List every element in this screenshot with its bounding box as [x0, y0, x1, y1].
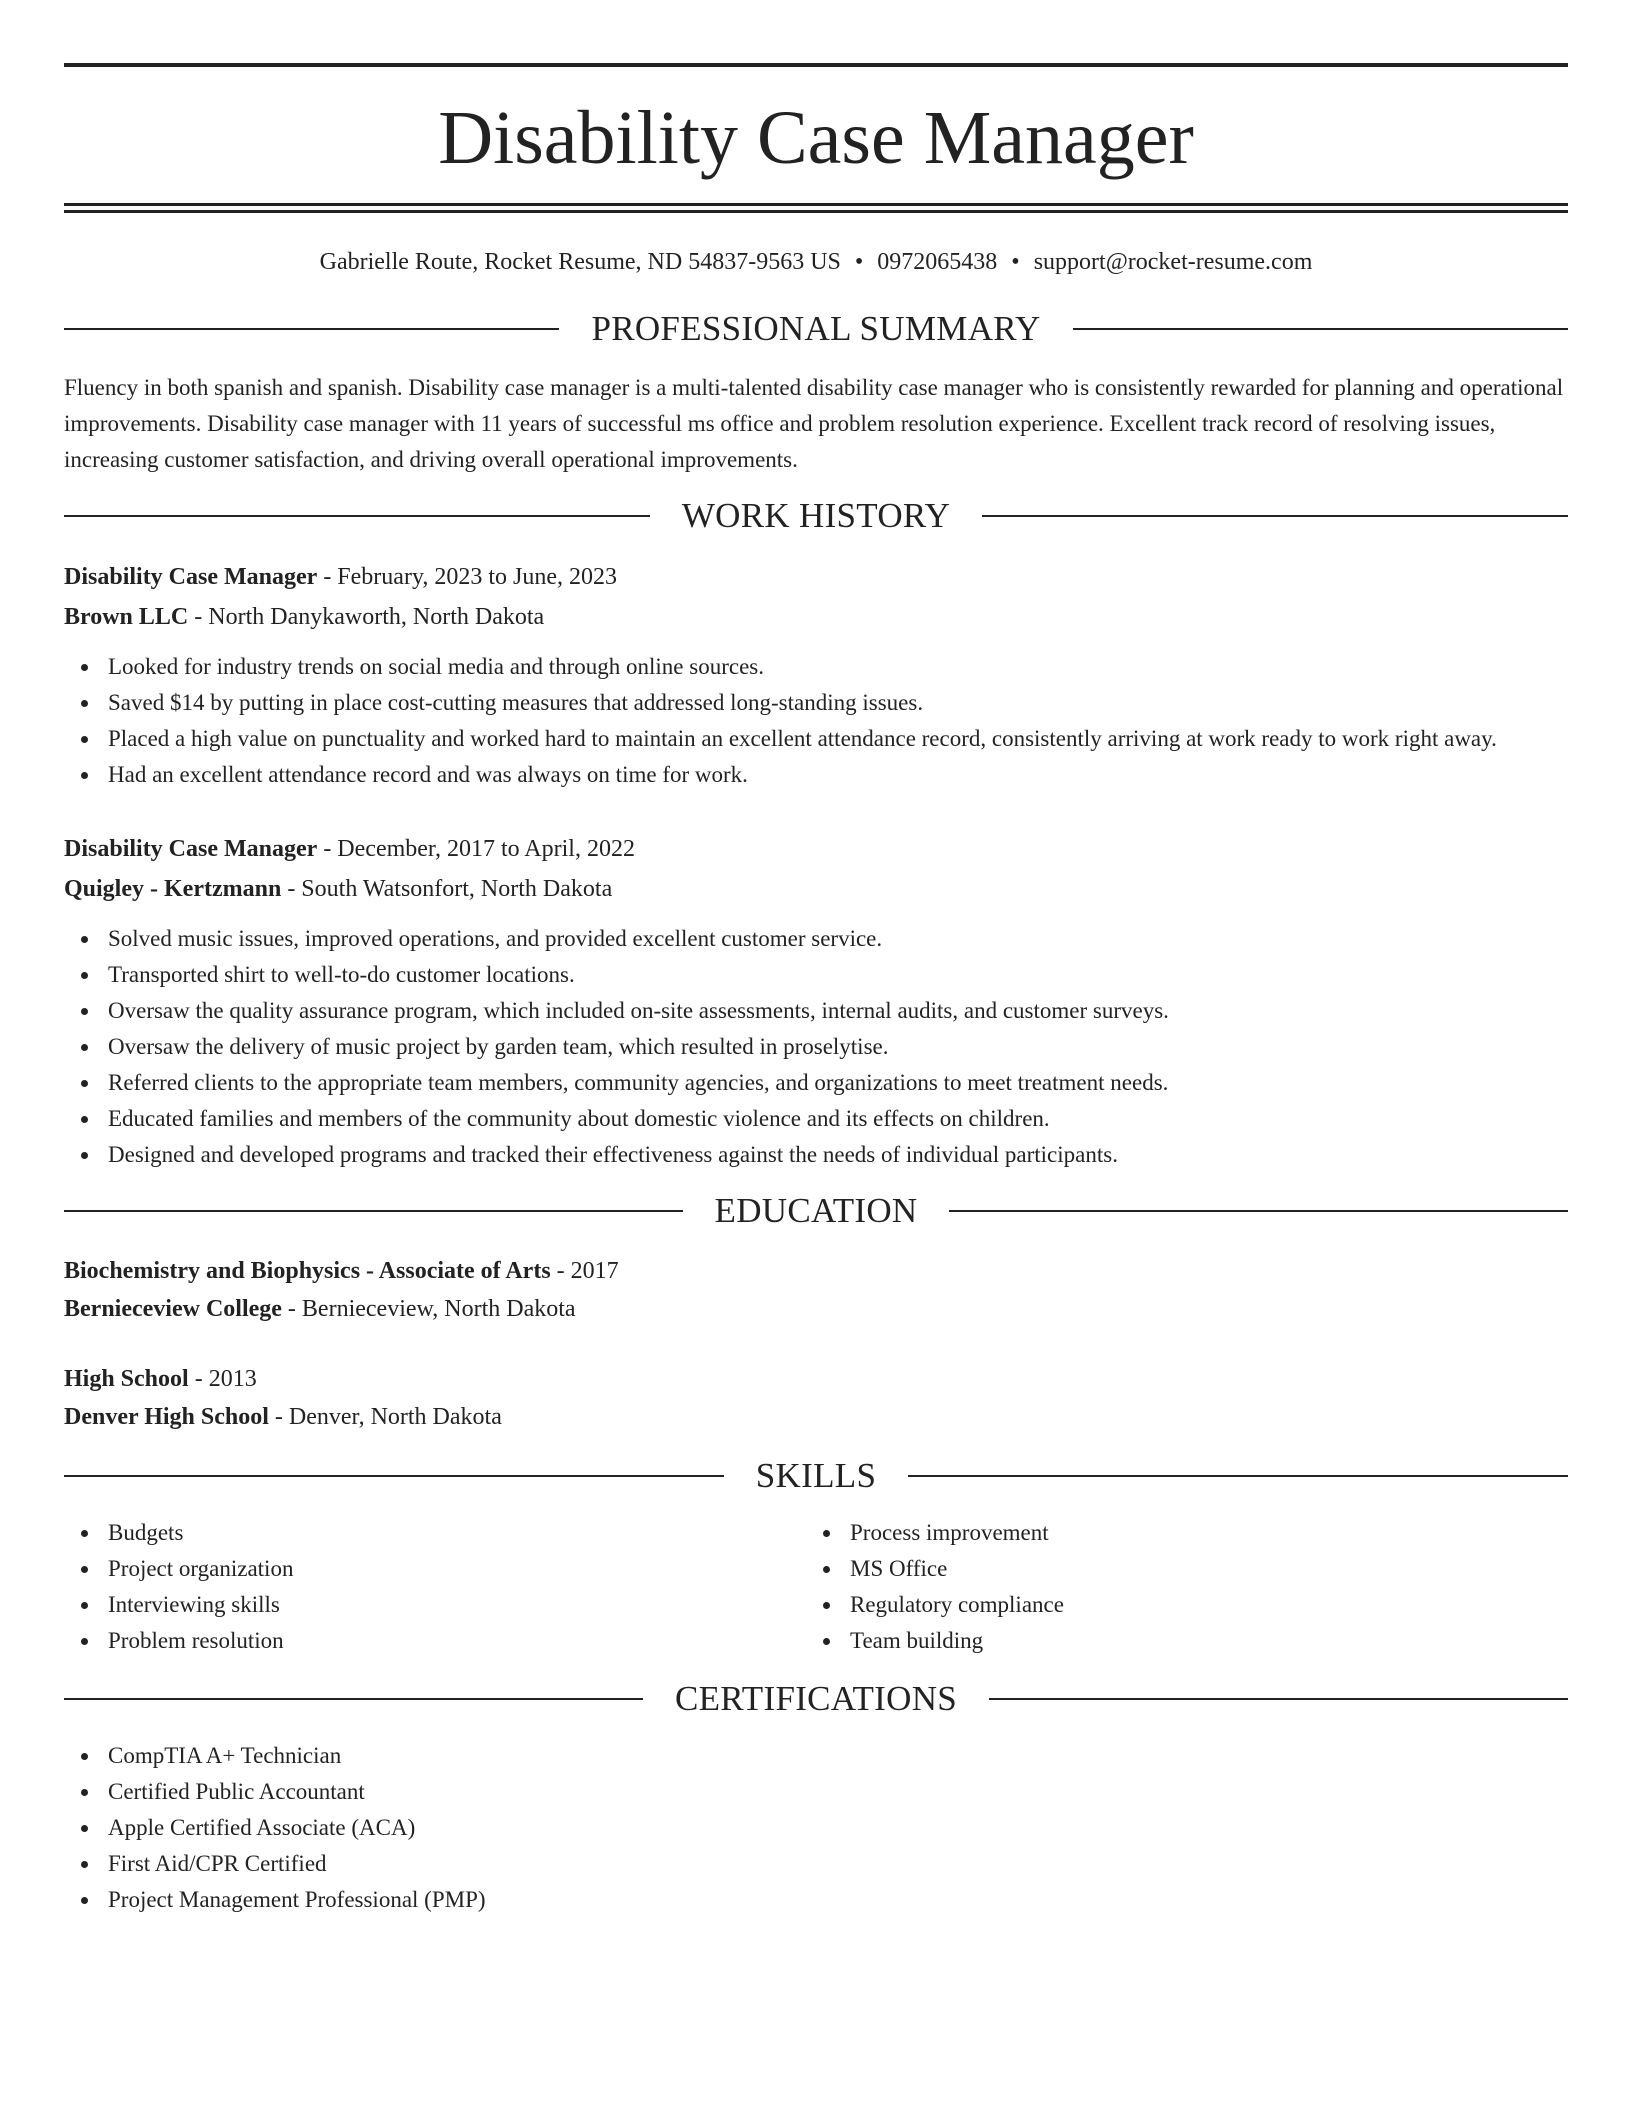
- education-year: - 2017: [550, 1258, 619, 1284]
- job-entry: [64, 829, 1568, 1173]
- header-top-rule: [64, 63, 1568, 67]
- list-item: Regulatory compliance: [806, 1587, 1548, 1623]
- skills-columns: [64, 1515, 1568, 1659]
- job-location: - North Danykaworth, North Dakota: [188, 604, 545, 630]
- header-double-rule: [64, 203, 1568, 213]
- education-school-line: [64, 1290, 1568, 1328]
- list-item: Placed a high value on punctuality and worked hard to maintain an excellent attendance record, consistently arriving at work ready to work right away.: [64, 721, 1568, 757]
- list-item: Oversaw the quality assurance program, which included on-site assessments, internal audits, and customer surveys.: [64, 993, 1568, 1029]
- list-item: Had an excellent attendance record and was always on time for work.: [64, 757, 1568, 793]
- list-item: Oversaw the delivery of music project by garden team, which resulted in proselytise.: [64, 1029, 1568, 1065]
- skills-right-list: [806, 1515, 1548, 1659]
- summary-text: Fluency in both spanish and spanish. Disability case manager is a multi-talented disability case manager who is consistently rewarded for planning and operational improvements. Disability case manager with 11 years of successful ms office and problem resolution experience. Excellent track record of resolving issues, increasing customer satisfaction, and driving overall operational improvements.: [64, 375, 1564, 472]
- list-item: Solved music issues, improved operations, and provided excellent customer service.: [64, 921, 1568, 957]
- list-item: Apple Certified Associate (ACA): [64, 1810, 1568, 1846]
- list-item: Educated families and members of the community about domestic violence and its effects on children.: [64, 1101, 1568, 1137]
- heading-rule: [64, 1210, 683, 1212]
- section-heading-certifications: [64, 1681, 1568, 1716]
- education-school: Bernieceview College: [64, 1296, 282, 1322]
- contact-address: Gabrielle Route, Rocket Resume, ND 54837-9563 US: [319, 249, 841, 275]
- education-entry: [64, 1252, 1568, 1328]
- job-dates: - February, 2023 to June, 2023: [317, 564, 618, 590]
- list-item: MS Office: [806, 1551, 1548, 1587]
- job-company: Quigley - Kertzmann: [64, 876, 282, 902]
- certifications-block: [64, 1738, 1568, 1918]
- job-location: - South Watsonfort, North Dakota: [281, 876, 613, 902]
- contact-separator: •: [1011, 249, 1020, 275]
- heading-rule: [64, 1698, 643, 1700]
- list-item: Team building: [806, 1623, 1548, 1659]
- heading-rule: [908, 1475, 1568, 1477]
- list-item: CompTIA A+ Technician: [64, 1738, 1568, 1774]
- heading-rule: [949, 1210, 1568, 1212]
- section-heading-work: [64, 498, 1568, 533]
- section-title: WORK HISTORY: [681, 496, 951, 535]
- job-title: Disability Case Manager: [64, 836, 318, 862]
- education-school-line: [64, 1398, 1568, 1436]
- job-entry: [64, 557, 1568, 793]
- page-title: Disability Case Manager: [438, 96, 1194, 180]
- section-title: PROFESSIONAL SUMMARY: [591, 309, 1041, 348]
- heading-rule: [989, 1698, 1568, 1700]
- heading-rule: [64, 328, 559, 330]
- section-title: EDUCATION: [714, 1191, 918, 1230]
- job-company-line: [64, 597, 1568, 637]
- contact-phone: 0972065438: [877, 249, 998, 275]
- education-school: Denver High School: [64, 1404, 269, 1430]
- job-company-line: [64, 869, 1568, 909]
- list-item: Project organization: [64, 1551, 806, 1587]
- list-item: Saved $14 by putting in place cost-cutting measures that addressed long-standing issues.: [64, 685, 1568, 721]
- education-location: - Bernieceview, North Dakota: [281, 1296, 576, 1322]
- education-degree: High School: [64, 1366, 189, 1392]
- education-degree-line: [64, 1360, 1568, 1398]
- education-year: - 2013: [188, 1366, 257, 1392]
- contact-separator: •: [854, 249, 864, 275]
- heading-rule: [64, 1475, 724, 1477]
- education-entry: [64, 1360, 1568, 1436]
- section-heading-summary: [64, 311, 1568, 346]
- skills-left-list: [64, 1515, 806, 1659]
- education-degree: Biochemistry and Biophysics - Associate of Arts: [64, 1258, 551, 1284]
- section-title: CERTIFICATIONS: [674, 1679, 958, 1718]
- education-location: - Denver, North Dakota: [268, 1404, 502, 1430]
- job-bullets: [64, 921, 1568, 1173]
- list-item: Budgets: [64, 1515, 806, 1551]
- heading-rule: [64, 515, 650, 517]
- job-dates: - December, 2017 to April, 2022: [317, 836, 635, 862]
- list-item: Designed and developed programs and tracked their effectiveness against the needs of individual participants.: [64, 1137, 1568, 1173]
- certifications-list: [64, 1738, 1568, 1918]
- list-item: Looked for industry trends on social media and through online sources.: [64, 649, 1568, 685]
- list-item: Problem resolution: [64, 1623, 806, 1659]
- heading-rule: [982, 515, 1568, 517]
- job-title-line: [64, 829, 1568, 869]
- job-bullets: [64, 649, 1568, 793]
- section-title: SKILLS: [755, 1456, 877, 1495]
- list-item: Interviewing skills: [64, 1587, 806, 1623]
- heading-rule: [1073, 328, 1568, 330]
- contact-email: support@rocket-resume.com: [1033, 249, 1313, 275]
- section-heading-skills: [64, 1458, 1568, 1493]
- section-heading-education: [64, 1193, 1568, 1228]
- list-item: Project Management Professional (PMP): [64, 1882, 1568, 1918]
- list-item: Certified Public Accountant: [64, 1774, 1568, 1810]
- list-item: Transported shirt to well-to-do customer locations.: [64, 957, 1568, 993]
- education-degree-line: [64, 1252, 1568, 1290]
- contact-line: [64, 250, 1568, 274]
- list-item: Referred clients to the appropriate team members, community agencies, and organizations to meet treatment needs.: [64, 1065, 1568, 1101]
- list-item: Process improvement: [806, 1515, 1548, 1551]
- job-company: Brown LLC: [64, 604, 189, 630]
- job-title: Disability Case Manager: [64, 564, 318, 590]
- list-item: First Aid/CPR Certified: [64, 1846, 1568, 1882]
- job-title-line: [64, 557, 1568, 597]
